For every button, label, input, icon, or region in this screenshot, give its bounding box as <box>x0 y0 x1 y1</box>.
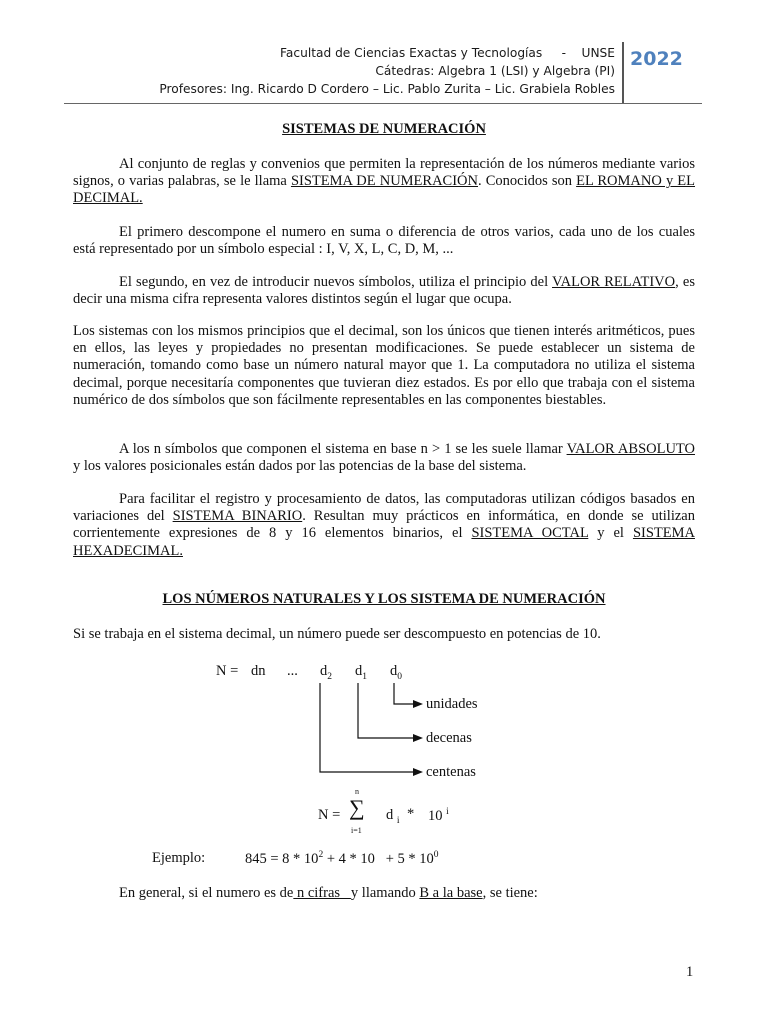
example-sup-0: 0 <box>433 850 439 860</box>
p6-underline-hexadecimal: SISTEMA HEXADECIMAL. <box>73 525 695 559</box>
formula-ten: 10 <box>428 807 443 824</box>
arrowhead-centenas <box>413 768 423 776</box>
label-unidades: unidades <box>426 696 478 712</box>
example-expression <box>245 850 439 868</box>
formula-ten-power <box>428 807 449 825</box>
p6-text-c: y el <box>588 525 633 542</box>
arrowhead-unidades <box>413 700 423 708</box>
p1-text-a: Al conjunto de reglas y convenios que permiten la representación de los números mediante varios signos, o varias palabras, se le llama <box>73 156 695 190</box>
arrow-decenas <box>358 683 418 738</box>
p5-underline-valor-absoluto: VALOR ABSOLUTO <box>566 441 695 457</box>
example-sup-2: 2 <box>318 850 324 860</box>
label-decenas: decenas <box>426 730 472 746</box>
d2-subscript: 2 <box>327 671 332 682</box>
example-mid: + 4 * 10 + 5 * 10 <box>323 850 434 867</box>
formula-d: d <box>386 807 394 823</box>
general-text-c: , se tiene: <box>482 885 538 901</box>
general-text-b: y llamando <box>350 885 420 901</box>
diagram-dn: dn <box>251 663 266 679</box>
example-label: Ejemplo: <box>152 850 206 866</box>
p6-underline-octal: SISTEMA OCTAL <box>471 525 589 542</box>
header-year: 2022 <box>630 48 683 70</box>
p6-text-a: Para facilitar el registro y procesamiento de datos, las computadoras utilizan códigos basados en variaciones del <box>73 491 695 525</box>
diagram-n-equals: N = <box>216 663 239 679</box>
arrowhead-decenas <box>413 734 423 742</box>
p5-text-b: y los valores posicionales están dados por las potencias de la base del sistema. <box>73 458 527 475</box>
formula-i-superscript: i <box>446 807 449 817</box>
section-title-naturales: LOS NÚMEROS NATURALES Y LOS SISTEMA DE NUMERACIÓN <box>162 591 606 607</box>
p3-underline-valor-relativo: VALOR RELATIVO <box>552 274 676 290</box>
p3-text-b: , es decir una misma cifra representa valores distintos según el lugar que ocupa. <box>73 274 696 308</box>
formula-lower-limit: i=1 <box>351 826 362 835</box>
page-number: 1 <box>686 964 694 980</box>
header-courses: Cátedras: Algebra 1 (LSI) y Algebra (PI) <box>375 64 615 78</box>
d2-letter: d <box>320 663 328 679</box>
formula-i-subscript: i <box>396 815 400 826</box>
section2-intro: Si se trabaja en el sistema decimal, un número puede ser descompuesto en potencias de 10. <box>73 626 601 642</box>
d1-subscript: 1 <box>362 671 367 682</box>
formula-n-equals: N = <box>318 807 341 823</box>
d0-subscript: 0 <box>397 671 402 682</box>
header-professors: Profesores: Ing. Ricardo D Cordero – Lic. Pablo Zurita – Lic. Grabiela Robles <box>159 82 615 96</box>
paragraph-4: Los sistemas con los mismos principios que el decimal, son los únicos que tienen interés aritméticos, pues en ellos, las leyes y propiedades no presentan modificaciones. Se puede establecer un sistema de numeración, tomando como base un número natural mayor que 1. La computadora no utiliza el sistema decimal, porque necesitaría componentes que tuvieran diez estados. Es por ello que trabaja con el sistema numérico de dos símbolos que son fácilmente representables en las componentes biestables. <box>73 323 695 408</box>
formula-sigma: ∑ <box>349 795 365 820</box>
example-lhs: 845 = 8 * 10 <box>245 850 319 867</box>
formula-upper-limit: n <box>355 787 359 796</box>
paragraph-2: El primero descompone el numero en suma o diferencia de otros varios, cada uno de los cuales está representado por un símbolo especial : I, V, X, L, C, D, M, ... <box>73 224 695 258</box>
p6-text-b: . Resultan muy prácticos en informática, en donde se utilizan corrientemente expresiones de 8 y 16 elementos binarios, el <box>73 508 695 542</box>
p1-underline-sistema: SISTEMA DE NUMERACIÓN <box>290 173 478 190</box>
formula-times: * <box>407 806 415 822</box>
header-faculty: Facultad de Ciencias Exactas y Tecnologías - UNSE <box>280 46 615 60</box>
diagram-dots: ... <box>287 663 298 679</box>
arrow-centenas <box>320 683 418 772</box>
general-statement <box>119 885 538 902</box>
p3-text-a: El segundo, en vez de introducir nuevos símbolos, utiliza el principio del <box>119 274 553 290</box>
d1-letter: d <box>355 663 363 679</box>
label-centenas: centenas <box>426 764 476 780</box>
general-underline-base: B a la base <box>419 885 483 901</box>
p1-underline-romano-decimal: EL ROMANO y EL DECIMAL. <box>73 173 696 207</box>
d0-letter: d <box>390 663 398 679</box>
section-title-sistemas: SISTEMAS DE NUMERACIÓN <box>282 121 486 137</box>
general-text-a: En general, si el numero es de <box>119 885 294 901</box>
p5-text-a: A los n símbolos que componen el sistema en base n > 1 se les suele llamar <box>119 441 567 457</box>
p1-text-b: . Conocidos son <box>478 173 577 190</box>
general-underline-n-cifras: n cifras <box>293 885 351 901</box>
formula-d-term <box>386 807 400 826</box>
p6-underline-binario: SISTEMA BINARIO <box>172 508 303 525</box>
